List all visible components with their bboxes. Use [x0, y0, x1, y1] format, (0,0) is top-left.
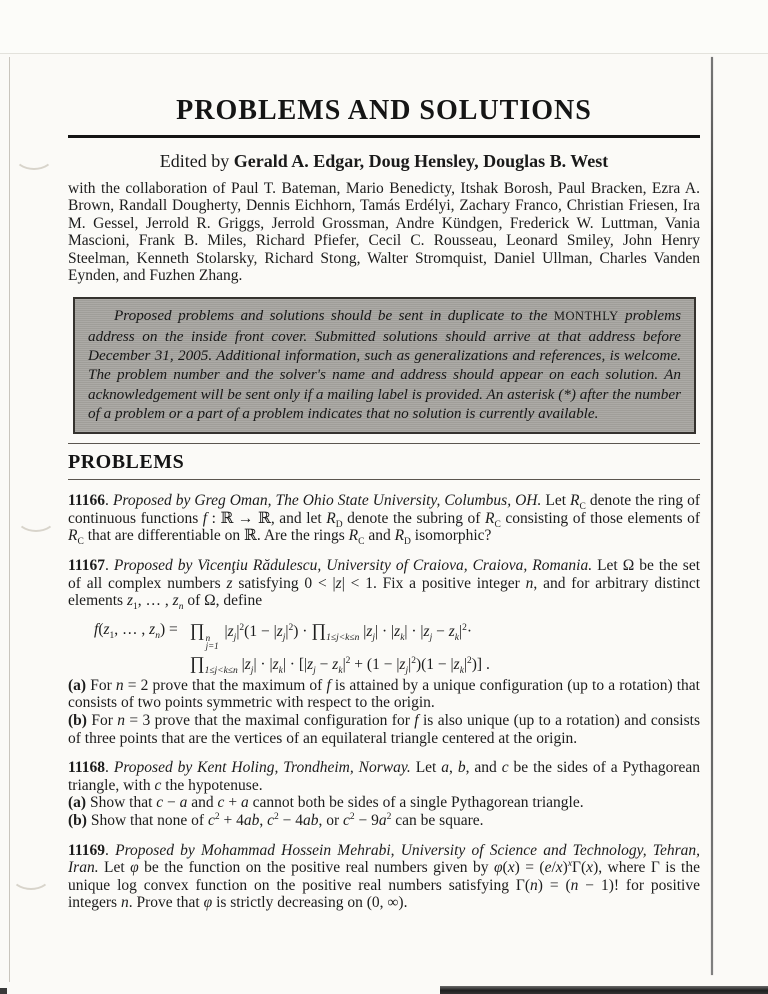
title-rule	[68, 135, 700, 138]
edited-by-line	[68, 151, 700, 172]
scan-right-edge-line	[711, 57, 713, 975]
equation-lhs: $f(z_1$, … , $z_n$) =	[94, 620, 178, 641]
section-heading: PROBLEMS	[68, 451, 185, 474]
section-rule-above	[68, 443, 700, 444]
notice-text: Proposed problems and solutions should be sent in duplicate to the MONTHLY problems address on the inside front cover. Submitted solutions should arrive at that address before December 31, 2005. Additional information, such as generalizations and references, is welcome. The problem number and the solver's name and address should appear on each solution. An acknowledgement will be sent only if a mailing label is provided. An asterisk (*) after the number of a problem or a part of a problem indicates that no solution is currently available.	[88, 307, 681, 422]
problem-11167-part-a: (a) For n = 2 prove that the maximum of f is attained by a unique configuration (up to a rotation) that consists of two points symmetric with respect to the origin.	[68, 676, 700, 712]
problem-11168-part-a: (a) Show that c − a and c + a cannot both be sides of a single Pythagorean triangle.	[68, 794, 584, 812]
problem-11167-equation	[94, 620, 700, 675]
equation-fraction	[190, 620, 490, 675]
binding-arc-middle	[16, 504, 56, 532]
scan-top-band	[0, 0, 768, 53]
equation-numerator: ∏ n j=1 $|z_j|^2(1 - |z_j|^2)$ · $\prod_{1\le j<k\le n}$ $|z_j| \cdot |z_k| \cdot |z_j - z_k|^2\cdot$	[189, 619, 473, 652]
scan-hairline-top	[0, 53, 768, 54]
notice-box	[73, 297, 696, 434]
problem-11168-part-b: (b) Show that none of $c^2 + 4ab$, $c^2 - 4ab$, or $c^2 - 9a^2$ can be square.	[68, 811, 484, 829]
section-rule-below	[68, 479, 700, 480]
scan-left-edge-line	[9, 57, 10, 982]
editors-names: Gerald A. Edgar, Doug Hensley, Douglas B. West	[233, 151, 609, 171]
page-title: PROBLEMS AND SOLUTIONS	[176, 95, 592, 126]
edited-by-prefix: Edited by	[159, 151, 234, 171]
problem-11167-intro: 11167. Proposed by Vicenţiu Rădulescu, University of Craiova, Craiova, Romania. Let Ω be the set of all complex numbers z satisfying 0 < |z| < 1. Fix a positive integer n, and for arbitrary distinct elements $z_1$, … , $z_n$ of Ω, define	[68, 557, 701, 613]
binding-arc-bottom	[11, 862, 51, 890]
problem-11167-part-b: (b) For n = 3 prove that the maximal configuration for f is also unique (up to a rotation) and consists of three points that are the vertices of an equilateral triangle centered at the origin.	[68, 711, 700, 747]
equation-denominator: $\prod_{1\le j<k\le n}$ $|z_j| \cdot |z_k| \cdot [|z_j - z_k|^2 + (1 - |z_j|^2)(1 - |z_k|^2)]$ .	[189, 652, 490, 676]
scan-corner-mark	[0, 988, 7, 994]
collaborators-paragraph: with the collaboration of Paul T. Bateman, Mario Benedicty, Itshak Borosh, Paul Bracken, Ezra A. Brown, Randall Dougherty, Dennis Eichhorn, Tamás Erdélyi, Zachary Franco, Christian Friesen, Ira M. Gessel, Jerrold R. Griggs, Jerrold Grossman, Andre Kündgen, Frederick W. Luttman, Vania Mascioni, Frank B. Miles, Richard Pfiefer, Cecil C. Rousseau, Leonard Smiley, John Henry Steelman, Kenneth Stolarsky, Richard Stong, Walter Stromquist, Daniel Ullman, Charles Vanden Eynden, and Fuzhen Zhang.	[68, 180, 700, 285]
problem-11166: 11166. Proposed by Greg Oman, The Ohio State University, Columbus, OH. Let $R_C$ denote the ring of continuous functions f : ℝ → ℝ, and let $R_D$ denote the subring of $R_C$ consisting of those elements of $R_C$ that are differentiable on ℝ. Are the rings $R_C$ and $R_D$ isomorphic?	[68, 492, 701, 548]
scan-bottom-shadow	[440, 986, 768, 994]
problem-11169: 11169. Proposed by Mohammad Hossein Mehrabi, University of Science and Technology, Tehran, Iran. Let φ be the function on the positive real numbers given by $\varphi(x) = (e/x)^x\Gamma(x)$, where Γ is the unique log convex function on the positive real numbers satisfying Γ(n) = (n − 1)! for positive integers n. Prove that φ is strictly decreasing on (0, ∞).	[68, 841, 700, 912]
binding-arc-top	[14, 142, 54, 170]
page-content	[68, 95, 700, 912]
problem-11168-intro: 11168. Proposed by Kent Holing, Trondheim, Norway. Let a, b, and c be the sides of a Pythagorean triangle, with c the hypotenuse.	[68, 759, 701, 794]
